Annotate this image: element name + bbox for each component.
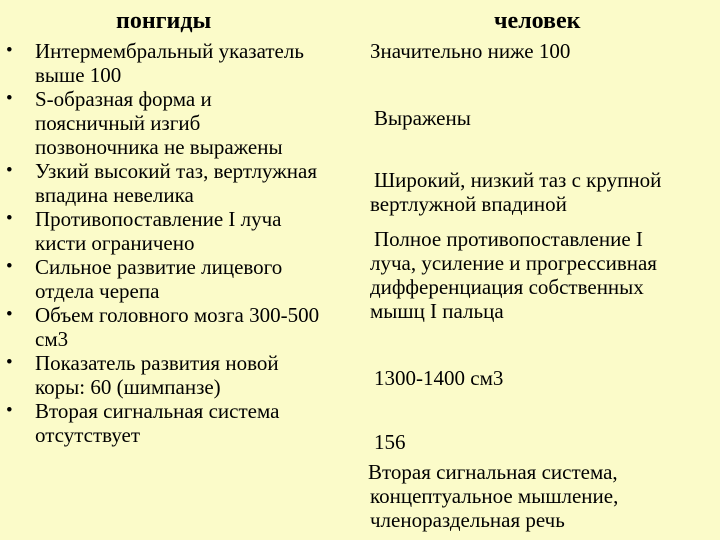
pongids-item-line: коры: 60 (шимпанзе) (35, 375, 221, 399)
human-item-line: 156 (374, 430, 406, 454)
human-item-line: членораздельная речь (370, 508, 565, 532)
bullet-icon: • (6, 304, 13, 325)
bullet-icon: • (6, 256, 13, 277)
human-item-line: Выражены (374, 106, 471, 130)
bullet-icon: • (6, 208, 13, 229)
pongids-item-line: впадина невелика (35, 183, 194, 207)
pongids-item-line: выше 100 (35, 63, 122, 87)
bullet-icon: • (6, 40, 13, 61)
header-pongids: понгиды (116, 8, 212, 34)
human-item-line: Значительно ниже 100 (370, 39, 571, 63)
human-item-4 (370, 227, 657, 323)
pongids-item-line: Показатель развития новой (35, 351, 279, 375)
bullet-icon: • (6, 352, 13, 373)
human-item-line: 1300-1400 см3 (374, 366, 504, 390)
bullet-icon: • (6, 160, 13, 181)
pongids-item-line: Интермембральный указатель (35, 39, 304, 63)
pongids-item-line: Сильное развитие лицевого (35, 255, 283, 279)
pongids-item-line: отдела черепа (35, 279, 160, 303)
pongids-item-line: позвоночника не выражены (35, 135, 283, 159)
pongids-item-line: Вторая сигнальная система (35, 399, 280, 423)
pongids-item-line: кисти ограничено (35, 231, 195, 255)
pongids-item-line: поясничный изгиб (35, 111, 201, 135)
pongids-item-line: S-образная форма и (35, 87, 212, 111)
human-item-5 (374, 366, 503, 390)
human-item-line: дифференциация собственных (370, 275, 644, 299)
pongids-item-line: отсутствует (35, 423, 141, 447)
human-item-line: Широкий, низкий таз с крупной (374, 168, 662, 192)
human-item-7 (368, 460, 618, 532)
human-item-line: мышц I пальца (370, 299, 504, 323)
pongids-item-line: см3 (35, 327, 69, 351)
human-item-1 (370, 39, 570, 63)
pongids-item-line: Узкий высокий таз, вертлужная (35, 159, 317, 183)
pongids-item-line: Противопоставление I луча (35, 207, 282, 231)
human-item-line: концептуальное мышление, (370, 484, 619, 508)
human-item-2 (374, 106, 471, 130)
human-item-line: Полное противопоставление I (374, 227, 643, 251)
human-item-line: луча, усиление и прогрессивная (370, 251, 657, 275)
human-item-3 (370, 168, 661, 216)
header-human: человек (494, 8, 581, 34)
bullet-icon: • (6, 400, 13, 421)
human-item-line: вертлужной впадиной (370, 192, 567, 216)
human-item-6 (374, 430, 406, 454)
bullet-icon: • (6, 88, 13, 109)
human-item-line: Вторая сигнальная система, (368, 460, 618, 484)
pongids-item-line: Объем головного мозга 300-500 (35, 303, 320, 327)
